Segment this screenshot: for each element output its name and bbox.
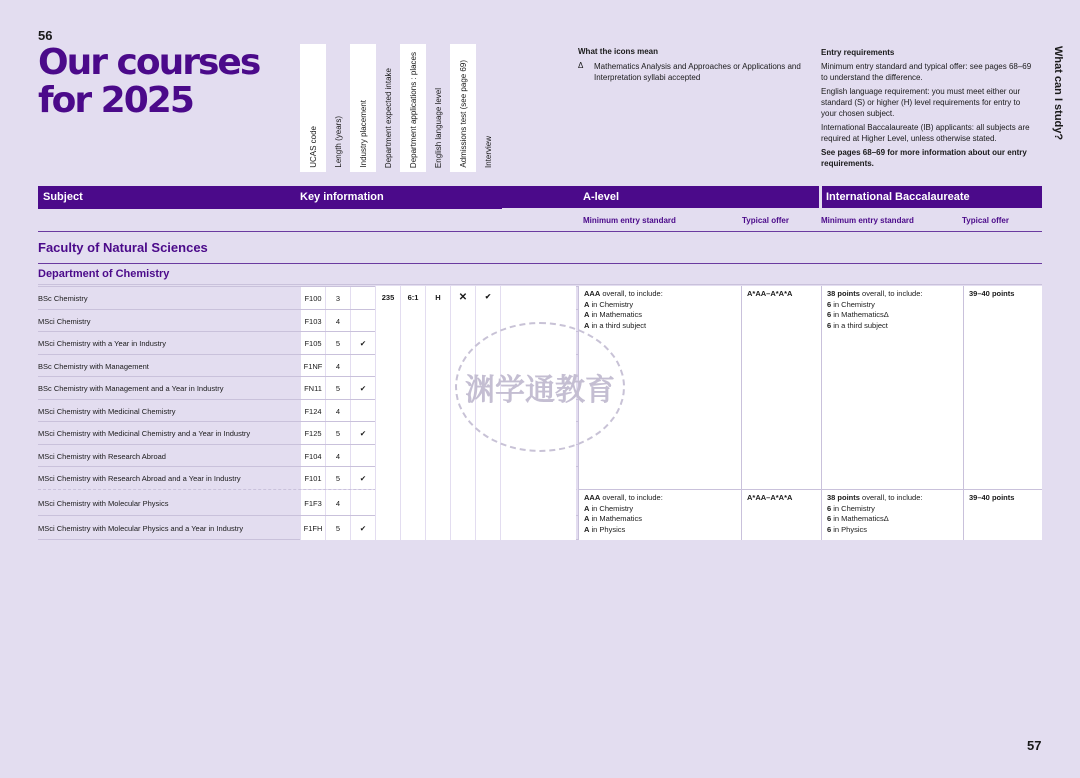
course-length: 5 (325, 467, 350, 489)
course-name: MSci Chemistry with Molecular Physics (38, 499, 169, 508)
course-length: 4 (325, 445, 350, 467)
industry-placement (350, 355, 375, 377)
ucas-code: F105 (300, 332, 325, 354)
ucas-code: F100 (300, 287, 325, 309)
ucas-code: F104 (300, 445, 325, 467)
col-header-intake: Department expected intake (375, 44, 400, 172)
col-header-english: English language level (425, 44, 450, 172)
page-title: Our courses for 2025 (38, 42, 260, 121)
course-length: 4 (325, 490, 350, 516)
bar-underline-left (38, 208, 502, 209)
col-header-applications: Department applications : places (400, 44, 425, 172)
course-name: MSci Chemistry with Medicinal Chemistry (38, 407, 176, 416)
ucas-code: F1FH (300, 516, 325, 540)
check-icon: ✔ (350, 422, 375, 444)
course-name: MSci Chemistry with Medicinal Chemistry and a Year in Industry (38, 429, 251, 438)
alevel-min-group1: AAA overall, to include: A in Chemistry A in Mathematics A in a third subject (578, 286, 741, 489)
bar-key-info: Key information (300, 191, 384, 203)
alevel-typ-header: Typical offer (742, 216, 789, 225)
delta-icon: Δ (578, 61, 584, 70)
alevel-min-header: Minimum entry standard (583, 216, 676, 225)
table-header-bar (38, 186, 1042, 208)
faculty-divider (38, 263, 1042, 264)
course-name: MSci Chemistry with Research Abroad and a Year in Industry (38, 474, 241, 483)
ucas-code: F1F3 (300, 490, 325, 516)
ucas-code: F125 (300, 422, 325, 444)
side-label: What can I study? (1052, 46, 1064, 141)
ib-min-group2: 38 points overall, to include: 6 in Chemistry 6 in MathematicsΔ 6 in Physics (821, 489, 963, 540)
entry-p1: Minimum entry standard and typical offer: see pages 68–69 to understand the difference. (821, 62, 1032, 82)
course-name: MSci Chemistry (38, 317, 91, 326)
course-name: MSci Chemistry with a Year in Industry (38, 339, 166, 348)
industry-placement (350, 310, 375, 332)
course-name: BSc Chemistry with Management (38, 362, 149, 371)
industry-placement (350, 490, 375, 516)
page-number-right: 57 (1027, 738, 1042, 753)
check-icon: ✔ (350, 516, 375, 540)
industry-placement (350, 445, 375, 467)
ib-typ-group1: 39–40 points (963, 286, 1042, 489)
bar-ib: International Baccalaureate (826, 191, 970, 203)
col-header-length: Length (years) (325, 44, 350, 172)
ib-typ-header: Typical offer (962, 216, 1009, 225)
ib-min-group1: 38 points overall, to include: 6 in Chemistry 6 in MathematicsΔ 6 in a third subject (821, 286, 963, 489)
ib-min-header: Minimum entry standard (821, 216, 914, 225)
watermark-stamp: 渊学通教育 (455, 322, 625, 452)
industry-placement (350, 400, 375, 422)
ib-typ-group2: 39–40 points (963, 489, 1042, 540)
col-header-placement: Industry placement (350, 44, 375, 172)
col-header-interview: Interview (475, 44, 500, 172)
check-icon: ✔ (350, 377, 375, 399)
course-name: MSci Chemistry with Molecular Physics and a Year in Industry (38, 524, 244, 533)
course-length: 3 (325, 287, 350, 309)
course-name: MSci Chemistry with Research Abroad (38, 452, 166, 461)
page-number-left: 56 (38, 28, 53, 43)
entry-p4: See pages 68–69 for more information about our entry requirements. (821, 148, 1027, 168)
key-info-column-headers (300, 44, 500, 172)
col-header-admissions-test: Admissions test (see page 69) (450, 44, 475, 172)
english-level: H (425, 286, 450, 540)
applications-ratio: 6:1 (400, 286, 425, 540)
department-heading: Department of Chemistry (38, 268, 170, 280)
course-length: 4 (325, 400, 350, 422)
icons-heading: What the icons mean (578, 47, 659, 56)
course-name: BSc Chemistry (38, 294, 88, 303)
course-length: 4 (325, 355, 350, 377)
department-divider (38, 284, 1042, 285)
check-icon: ✔ (475, 286, 500, 540)
entry-p3: International Baccalaureate (IB) applicants: all subjects are required at Higher Level, unless otherwise stated. (821, 123, 1030, 143)
subheader-divider (38, 231, 1042, 232)
course-length: 5 (325, 377, 350, 399)
ucas-code: F1NF (300, 355, 325, 377)
col-header-ucas: UCAS code (300, 44, 325, 172)
expected-intake: 235 (375, 286, 400, 540)
faculty-heading: Faculty of Natural Sciences (38, 240, 208, 255)
bar-subject: Subject (43, 191, 83, 203)
entry-heading: Entry requirements (821, 48, 895, 57)
course-name: BSc Chemistry with Management and a Year in Industry (38, 384, 224, 393)
entry-requirements (821, 47, 1036, 172)
cross-icon: ✕ (450, 286, 475, 540)
alevel-typ-group1: A*AA–A*A*A (741, 286, 821, 489)
course-length: 5 (325, 422, 350, 444)
course-length: 5 (325, 516, 350, 540)
alevel-min-group2: AAA overall, to include: A in Chemistry A in Mathematics A in Physics (578, 489, 741, 540)
icons-description: Mathematics Analysis and Approaches or Applications and Interpretation syllabi accepted (594, 62, 801, 82)
ucas-code: F103 (300, 310, 325, 332)
check-icon: ✔ (350, 332, 375, 354)
bar-alevel: A-level (583, 191, 620, 203)
check-icon: ✔ (350, 467, 375, 489)
ucas-code: F101 (300, 467, 325, 489)
industry-placement (350, 287, 375, 309)
entry-p2: English language requirement: you must meet either our standard (S) or higher (H) level requirements for entry to your chosen subject. (821, 87, 1021, 118)
course-length: 4 (325, 310, 350, 332)
bar-separator (819, 186, 822, 208)
alevel-typ-group2: A*AA–A*A*A (741, 489, 821, 540)
ucas-code: F124 (300, 400, 325, 422)
course-length: 5 (325, 332, 350, 354)
ucas-code: FN11 (300, 377, 325, 399)
